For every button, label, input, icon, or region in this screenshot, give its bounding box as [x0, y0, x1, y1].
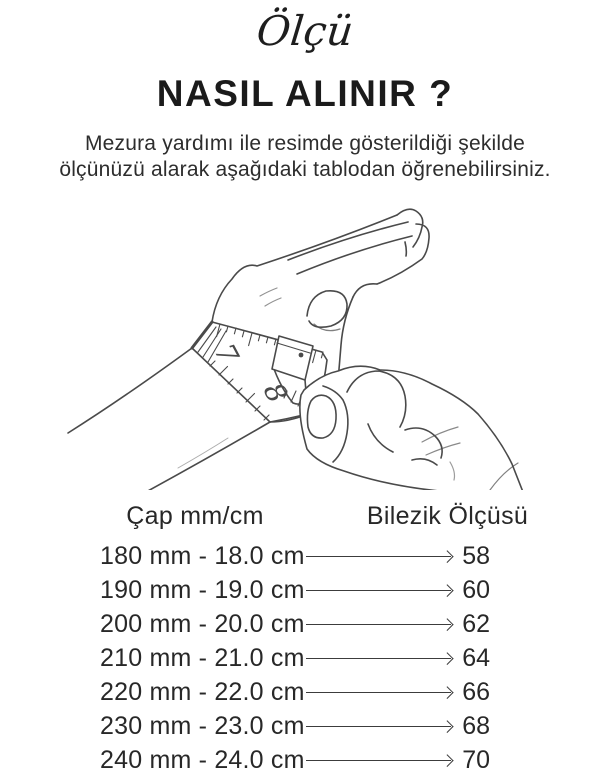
column-header-bracelet-size: Bilezik Ölçüsü — [366, 502, 529, 530]
arrow-line — [306, 590, 451, 591]
wrist-measurement: 180 mm - 18.0 cm — [100, 541, 305, 570]
bracelet-size: 68 — [462, 711, 490, 740]
bracelet-size: 58 — [462, 541, 490, 570]
description-line-1: Mezura yardımı ile resimde gösterildiği şekilde — [84, 132, 526, 155]
table-row — [100, 743, 490, 777]
table-row — [100, 675, 490, 709]
tape-number-7: 7 — [207, 338, 246, 370]
arrow-line — [306, 726, 451, 727]
arrow-line — [306, 692, 451, 693]
wrist-tape-measure-drawing — [60, 200, 550, 490]
wrist-measurement: 220 mm - 22.0 cm — [100, 677, 305, 706]
table-row — [100, 641, 490, 675]
wrist-measurement: 230 mm - 23.0 cm — [100, 711, 305, 740]
tape-number-8: 8 — [256, 377, 295, 409]
description-text — [0, 131, 610, 183]
size-table — [100, 539, 490, 777]
bracelet-size: 62 — [462, 609, 490, 638]
bracelet-size: 70 — [462, 745, 490, 774]
wrist-measurement: 190 mm - 19.0 cm — [100, 575, 305, 604]
script-title: Ölçü — [254, 7, 356, 55]
wrist-measurement: 240 mm - 24.0 cm — [100, 745, 305, 774]
bracelet-size: 64 — [462, 643, 490, 672]
right-hand — [300, 366, 523, 490]
description-line-2: ölçünüzü alarak aşağıdaki tablodan öğrenebilirsiniz. — [59, 158, 551, 181]
bracelet-size: 66 — [462, 677, 490, 706]
wrist-measurement: 210 mm - 21.0 cm — [100, 643, 305, 672]
table-row — [100, 573, 490, 607]
table-row — [100, 709, 490, 743]
page-title: NASIL ALINIR ? — [156, 73, 454, 114]
arrow-line — [306, 556, 451, 557]
bracelet-size: 60 — [462, 575, 490, 604]
column-header-diameter: Çap mm/cm — [126, 502, 264, 530]
table-row — [100, 539, 490, 573]
arrow-line — [306, 658, 451, 659]
wrist-measurement: 200 mm - 20.0 cm — [100, 609, 305, 638]
arrow-line — [306, 624, 451, 625]
table-row — [100, 607, 490, 641]
arrow-line — [306, 760, 451, 761]
left-thumb — [307, 291, 347, 331]
